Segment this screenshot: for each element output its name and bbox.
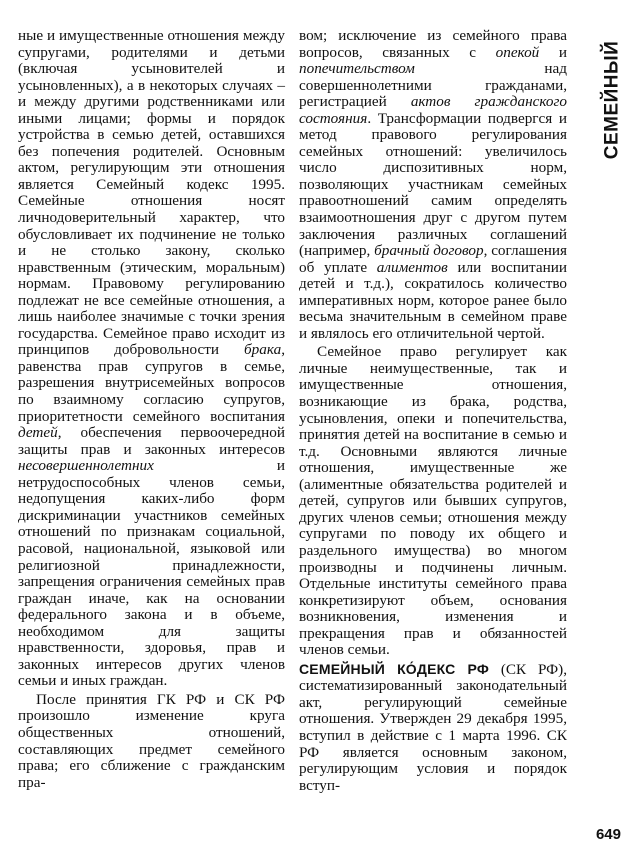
entry-headword: СЕМЕЙНЫЙ КО́ДЕКС РФ [299, 660, 490, 677]
text-run: , соглашения об уплате [299, 242, 567, 276]
right-paragraph-1 [299, 28, 567, 342]
link-term-alimenty[interactable]: алиментов [376, 258, 448, 276]
text-run: , равенства прав супругов в семье, разрешения внутрисемейных вопросов по взаимному согласию супругов, приоритетности семейного воспитания [18, 341, 285, 425]
running-header [597, 30, 627, 170]
entry-text: (СК РФ), систематизированный законодательный акт, регулирующий семейные отношения. Утвержден 29 декабря 1995, вступил в действие с 1 марта 1996. СК РФ является основным законом, регулирующим условия и порядок вступ- [299, 660, 568, 794]
link-term-opeka[interactable]: опекой [495, 43, 540, 61]
link-term-akty-grazhdanskogo-sostoyaniya[interactable]: актов гражданского состояния [299, 93, 567, 127]
text-run: , обеспечения первоочередной защиты прав и законных интересов [18, 424, 285, 458]
text-run: ные и имущественные отношения между супругами, родителями и детьми (включая усыновителей и усыновленных), а в некоторых случаях – и между другими родственниками или иными лицами; формы и порядок устройства в семью детей, оставшихся без попечения родителей. Основным актом, регулирующим эти отношения является Семейный кодекс 1995. Семейные отношения носят личнодоверительный характер, что обусловливает их подчинение не только и не столько закону, сколько нравственным (этическим, моральным) нормам. Правовому регулированию подлежат не все семейные отношения, а лишь наиболее значимые с точки зрения государства. Семейное право исходит из принципов добровольности [18, 27, 285, 359]
link-term-brak[interactable]: брака [244, 341, 282, 359]
left-column [18, 28, 285, 791]
text-run: вом; исключение из семейного права вопросов, связанных с [299, 27, 567, 61]
link-term-popechitelstvo[interactable]: попечительством [299, 60, 415, 78]
link-term-deti[interactable]: детей [18, 424, 58, 442]
link-term-brachny-dogovor[interactable]: брачный договор [374, 242, 484, 260]
page-number: 649 [595, 826, 621, 843]
right-column [299, 28, 567, 794]
running-header-text: СЕМЕЙНЫЙ [601, 40, 622, 160]
text-run: и [539, 43, 567, 61]
text-run: и нетрудоспособных членов семьи, недопущения каких-либо форм дискриминации участников семейных отношений по признакам социальной, расовой, национальной, языковой или религиозной принадлежности, запрещения ограничения семейных прав граждан иначе, как на основании федерального закона и в объеме, необходимом для защиты нравственности, здоровья, прав и законных интересов других членов семьи и иных граждан. [18, 457, 285, 690]
text-run: над совершеннолетними гражданами, регистрацией [299, 60, 567, 111]
text-run: . Трансформации подвергся и метод правового регулирования семейных отношений: увеличилось число диспозитивных норм, позволяющих участникам семейных правоотношений самим определять взаимоотношения друг с другом путем заключения различных соглашений (например, [299, 109, 567, 260]
dictionary-entry [299, 661, 567, 794]
right-paragraph-2: Семейное право регулирует как личные неимущественные, так и имущественные отношения, возникающие из брака, родства, усыновления, опеки и попечительства, принятия детей на воспитание в семью и т.д. Основными являются личные отношения, имущественные же (алиментные обязательства родителей и детей, супругов или бывших супругов, других членов семьи; отношения между супругами по поводу их общего и раздельного имущества) во многом производны и подчинены личным. Отдельные институты семейного права конкретизируют объем, основания возникновения, изменения и прекращения прав и обязанностей членов семьи. [299, 343, 567, 659]
left-paragraph-1 [18, 28, 285, 690]
text-run: или воспитании детей и т.д.), сократилось количество императивных норм, которое ранее было весьма значительным в семейном праве и являлось его отличительной чертой. [299, 258, 567, 342]
link-term-nesovershennoletnie[interactable]: несовершеннолетних [18, 457, 154, 475]
left-paragraph-2: После принятия ГК РФ и СК РФ произошло изменение круга общественных отношений, составляющих предмет семейного права; его сближение с гражданским пра- [18, 690, 285, 791]
